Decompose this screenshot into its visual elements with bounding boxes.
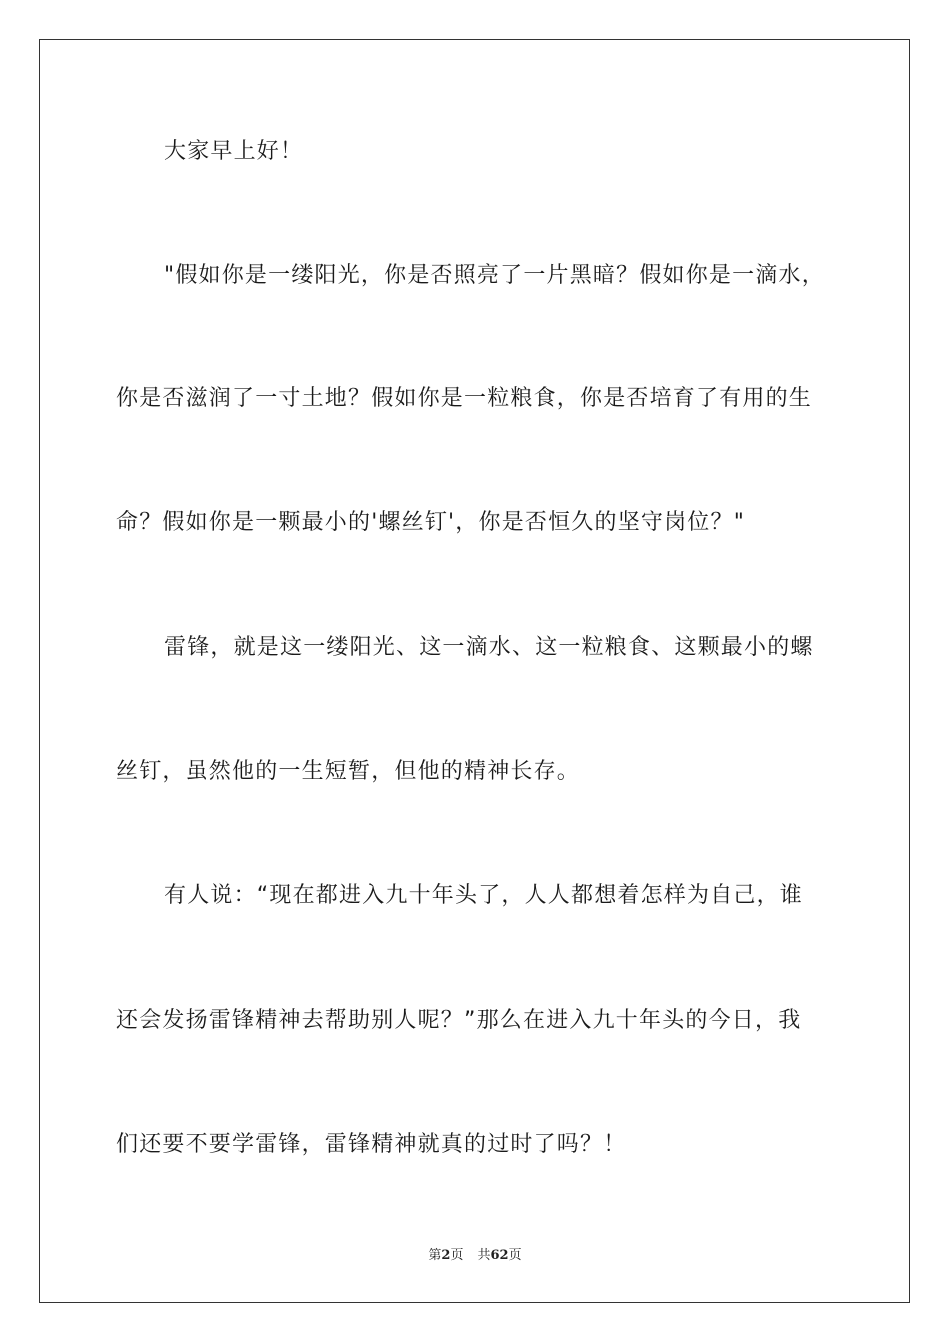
total-prefix: 共 <box>477 1248 491 1263</box>
greeting-line: 大家早上好！ <box>164 139 304 164</box>
total-suffix: 页 <box>508 1248 522 1263</box>
paragraph-line: 还会发扬雷锋精神去帮助别人呢？”那么在进入九十年头的今日，我 <box>116 1008 802 1033</box>
paragraph-line: 你是否滋润了一寸土地？假如你是一粒粮食，你是否培育了有用的生 <box>116 386 813 411</box>
page-footer <box>0 1247 950 1265</box>
paragraph-line: 雷锋，就是这一缕阳光、这一滴水、这一粒粮食、这颗最小的螺 <box>164 635 814 660</box>
paragraph-line: "假如你是一缕阳光，你是否照亮了一片黑暗？假如你是一滴水， <box>164 263 825 288</box>
total-page-count: 62 <box>490 1248 509 1263</box>
paragraph-line: 有人说：“现在都进入九十年头了，人人都想着怎样为自己，谁 <box>164 883 803 908</box>
current-page-number: 2 <box>441 1248 451 1263</box>
page-border <box>39 39 910 1303</box>
page-suffix: 页 <box>450 1248 464 1263</box>
paragraph-line: 命？假如你是一颗最小的'螺丝钉'，你是否恒久的坚守岗位？" <box>116 510 746 535</box>
paragraph-line: 们还要不要学雷锋，雷锋精神就真的过时了吗？！ <box>116 1132 627 1157</box>
page-prefix: 第 <box>428 1248 442 1263</box>
paragraph-line: 丝钉，虽然他的一生短暂，但他的精神长存。 <box>116 759 581 784</box>
